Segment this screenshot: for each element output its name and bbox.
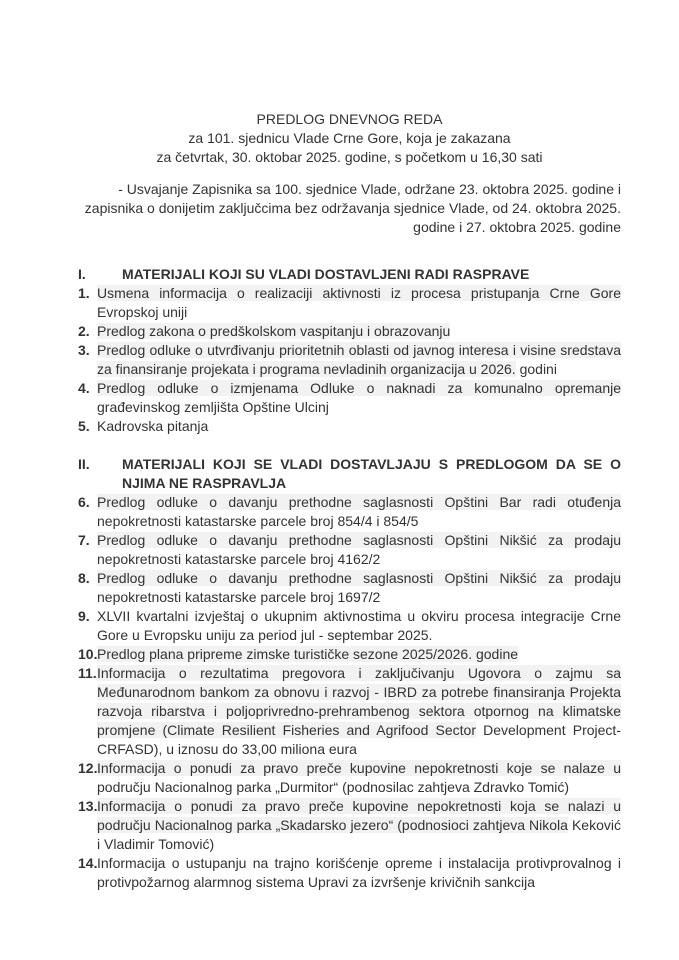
agenda-item — [78, 284, 621, 322]
item-text: Kadrovska pitanja — [97, 418, 209, 434]
agenda-item-list — [78, 284, 621, 436]
agenda-item — [78, 379, 621, 417]
item-text-trailing: Keković i Vladimir Tomović) — [97, 817, 621, 852]
item-text-trailing: nepokretnosti katastarske parcele broj 4162/2 — [97, 551, 381, 567]
item-number: 8. — [78, 570, 90, 586]
item-text: Informacija o ustupanju na trajno korišćenje opreme i instalacija protivprovalnog i protivpožarnog alarmnog sistema Upravi za izvršenje krivičnih sankcija — [97, 855, 621, 890]
agenda-item — [78, 854, 621, 892]
item-link[interactable]: Informacija o ponudi za pravo preče kupovine nepokretnosti koje se nalaze u — [97, 760, 621, 776]
item-number: 14. — [78, 855, 98, 871]
section-numeral: I. — [78, 266, 86, 282]
agenda-item — [78, 322, 621, 341]
item-number: 12. — [78, 760, 98, 776]
agenda-item — [78, 341, 621, 379]
item-link[interactable]: Informacija o ponudi za pravo preče kupovine nepokretnosti koja se nalazi u području Nacionalnog parka „Skadarsko jezero“ (podnosioci zahtjeva Nikola — [97, 798, 621, 833]
item-text-trailing: godini — [515, 361, 557, 377]
item-number: 11. — [78, 665, 97, 681]
agenda-item — [78, 797, 621, 854]
item-link[interactable]: Predlog zakona o predškolskom vaspitanju i obrazovanju — [97, 323, 451, 339]
item-number: 7. — [78, 532, 90, 548]
item-number: 4. — [78, 380, 90, 396]
agenda-item — [78, 664, 621, 759]
item-number: 13. — [78, 798, 98, 814]
agenda-item — [78, 759, 621, 797]
item-link[interactable]: Predlog odluke o davanju prethodne saglasnosti Opštini Bar radi otuđenja — [97, 494, 621, 510]
item-text-trailing: nepokretnosti katastarske parcele broj 1697/2 — [97, 589, 381, 605]
item-number: 10. — [78, 646, 98, 662]
agenda-item — [78, 531, 621, 569]
item-number: 5. — [78, 418, 90, 434]
item-text-trailing: području Nacionalnog parka „Durmitor“ (podnosilac zahtjeva Zdravko Tomić) — [97, 779, 570, 795]
title-line-3: za četvrtak, 30. oktobar 2025. godine, s početkom u 16,30 sati — [156, 149, 543, 165]
item-text-trailing: nepokretnosti katastarske parcele broj 854/4 i 854/5 — [97, 513, 419, 529]
item-text: XLVII kvartalni izvještaj o ukupnim aktivnostima u okviru procesa integracije Crne Gore u Evropsku uniju za period jul - septembar 2025. — [97, 608, 621, 643]
document-title — [78, 110, 621, 167]
item-link[interactable]: Predlog odluke o davanju prethodne saglasnosti Opštini Nikšić za prodaju — [97, 532, 621, 548]
item-number: 2. — [78, 323, 90, 339]
title-line-1: PREDLOG DNEVNOG REDA — [256, 111, 443, 127]
agenda-item — [78, 607, 621, 645]
section-heading: MATERIJALI KOJI SU VLADI DOSTAVLJENI RADI RASPRAVE — [122, 266, 530, 282]
item-number: 3. — [78, 342, 90, 358]
item-number: 1. — [78, 285, 90, 301]
item-link[interactable]: Predlog odluke o utvrđivanju prioritetnih oblasti od javnog interesa i visine sredstava za finansiranje projekata i programa nevladinih organizacija u 2026. — [97, 342, 621, 377]
agenda-section — [78, 455, 621, 892]
item-text-trailing: Development Project- CRFASD), u iznosu do 33,00 miliona eura — [97, 722, 621, 757]
agenda-item — [78, 645, 621, 664]
item-link[interactable]: Predlog odluke o izmjenama Odluke o naknadi za komunalno opremanje — [97, 380, 621, 396]
agenda-item — [78, 569, 621, 607]
agenda-item-list — [78, 493, 621, 892]
section-heading: MATERIJALI KOJI SE VLADI DOSTAVLJAJU S PREDLOGOM DA SE O NJIMA NE RASPRAVLJA — [122, 456, 621, 491]
agenda-item — [78, 417, 621, 436]
agenda-section — [78, 265, 621, 436]
minutes-adoption-note: - Usvajanje Zapisnika sa 100. sjednice Vlade, održane 23. oktobra 2025. godine i zapisnika o donijetim zaključcima bez održavanja sjednice Vlade, od 24. oktobra 2025. godine i 27. oktobra 2025. godine — [84, 181, 621, 235]
item-text-trailing: građevinskog zemljišta Opštine Ulcinj — [97, 399, 329, 415]
item-link[interactable]: Informacija o rezultatima pregovora i zaključivanju Ugovora o zajmu sa Međunarodnom bankom za obnovu i razvoj - IBRD za potrebe finansiranja Projekta razvoja ribarstva i poljoprivredno-prehrambenog sektora otpornog na klimatske promjene (Climate Resilient Fisheries and Agrifood Sector — [97, 665, 621, 738]
item-link[interactable]: Predlog plana pripreme zimske turističke sezone 2025/2026. godine — [97, 646, 519, 662]
item-link[interactable]: Predlog odluke o davanju prethodne saglasnosti Opštini Nikšić za prodaju — [97, 570, 621, 586]
item-link[interactable]: Usmena informacija o realizaciji aktivnosti iz procesa pristupanja Crne Gore — [97, 285, 621, 301]
agenda-item — [78, 493, 621, 531]
item-text-trailing: Evropskoj uniji — [97, 304, 188, 320]
item-number: 9. — [78, 608, 90, 624]
title-line-2: za 101. sjednicu Vlade Crne Gore, koja je zakazana — [188, 130, 511, 146]
item-number: 6. — [78, 494, 90, 510]
agenda-sections — [78, 265, 621, 892]
section-numeral: II. — [78, 456, 90, 472]
